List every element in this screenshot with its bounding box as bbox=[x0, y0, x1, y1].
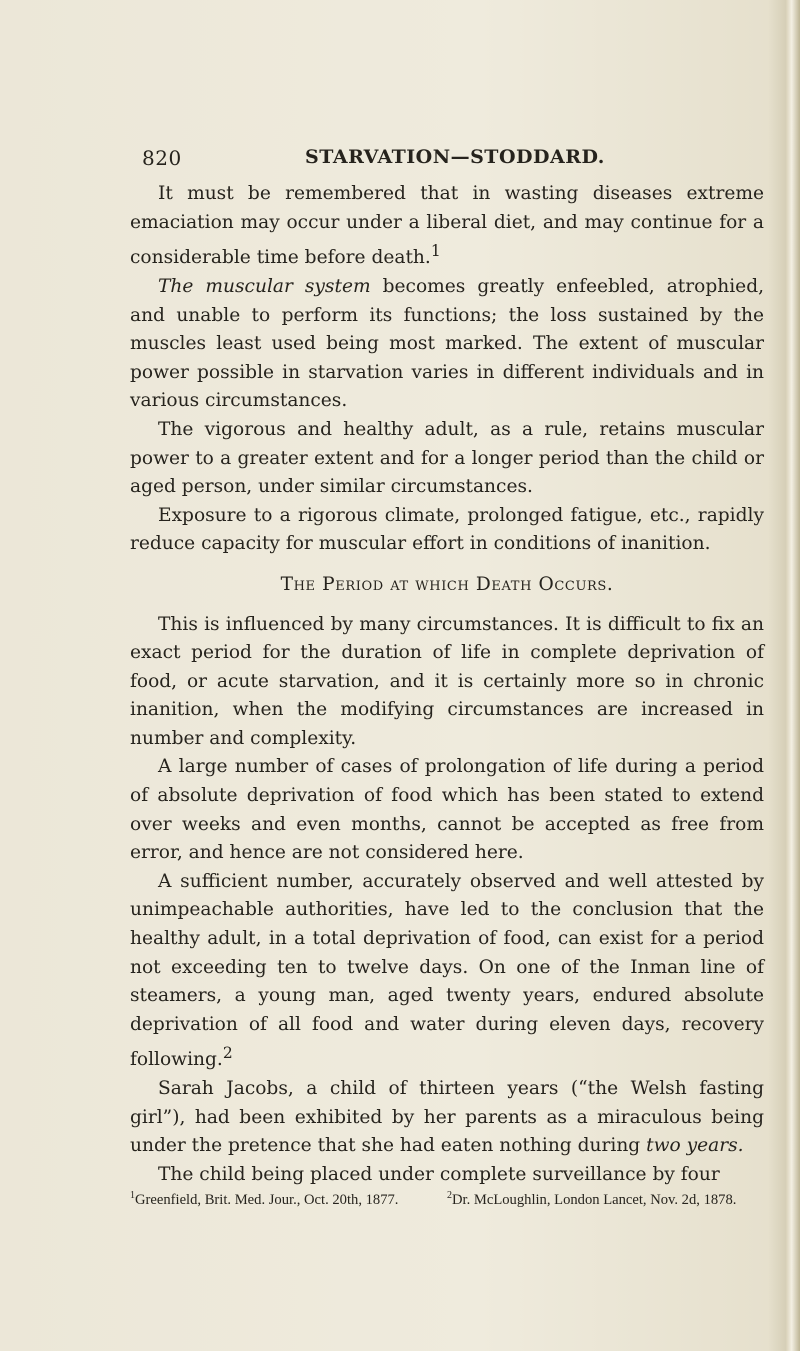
footnote-mark: 2 bbox=[447, 1190, 452, 1201]
paragraph-text: Sarah Jacobs, a child of thirteen years (“the Welsh fasting girl”), had been exhibited by her parents as a miraculous being under the pretence that she had eaten nothing during bbox=[130, 1078, 764, 1157]
running-head: STARVATION—STODDARD. bbox=[305, 146, 605, 168]
page-number: 820 bbox=[142, 146, 182, 170]
footnote-2 bbox=[447, 1186, 764, 1210]
paragraph bbox=[130, 180, 764, 273]
paragraph: The child being placed under complete surveillance by four bbox=[158, 1163, 720, 1185]
footnote-text: Dr. McLoughlin, London Lancet, Nov. 2d, 1878. bbox=[452, 1191, 737, 1208]
footnote-ref: 1 bbox=[430, 242, 441, 261]
paragraph: The vigorous and healthy adult, as a rule, retains muscular power to a greater extent and for a longer period than the child or aged person, under similar circumstances. bbox=[130, 418, 764, 498]
paragraph: Exposure to a rigorous climate, prolonged fatigue, etc., rapidly reduce capacity for muscular effort in conditions of inanition. bbox=[130, 504, 764, 555]
page-edge bbox=[786, 0, 800, 1351]
page-body bbox=[130, 180, 764, 1190]
emphasis: two years. bbox=[646, 1135, 744, 1157]
paragraph: A large number of cases of prolongation of life during a period of absolute deprivation of food which has been stated to extend over weeks and even months, cannot be accepted as free from error, and hence are not considered here. bbox=[130, 756, 764, 864]
paragraph: This is influenced by many circumstances. It is difficult to fix an exact period for the duration of life in complete deprivation of food, or acute starvation, and it is certainly more so in chronic inanition, when the modifying circumstances are increased in number and complexity. bbox=[130, 613, 764, 749]
footnotes bbox=[130, 1186, 764, 1210]
section-heading: The Period at which Death Occurs. bbox=[280, 573, 614, 595]
paragraph bbox=[130, 273, 764, 416]
paragraph bbox=[130, 1075, 764, 1161]
footnote-ref: 2 bbox=[222, 1044, 233, 1063]
page-header bbox=[142, 146, 782, 174]
footnote-text: Greenfield, Brit. Med. Jour., Oct. 20th, 1877. bbox=[135, 1191, 399, 1208]
paragraph-text: It must be remembered that in wasting diseases extreme emaciation may occur under a liberal diet, and may continue for a considerable time before death. bbox=[130, 183, 764, 269]
footnote-1 bbox=[130, 1186, 447, 1210]
footnote-mark: 1 bbox=[130, 1190, 135, 1201]
paragraph-text: A sufficient number, accurately observed and well attested by unimpeachable authorities, have led to the conclusion that the healthy adult, in a total deprivation of food, can exist for a period not exceeding ten to twelve days. On one of the Inman line of steamers, a young man, aged twenty years, endured absolute deprivation of all food and water during eleven days, recovery following. bbox=[130, 870, 764, 1071]
paragraph bbox=[130, 868, 764, 1075]
paragraph-text: becomes greatly enfeebled, atrophied, and unable to perform its functions; the loss sustained by the muscles least used being most marked. The extent of muscular power possible in starvation varies in different individuals and in various circumstances. bbox=[130, 275, 765, 412]
emphasis-lead: The muscular system bbox=[158, 275, 371, 297]
